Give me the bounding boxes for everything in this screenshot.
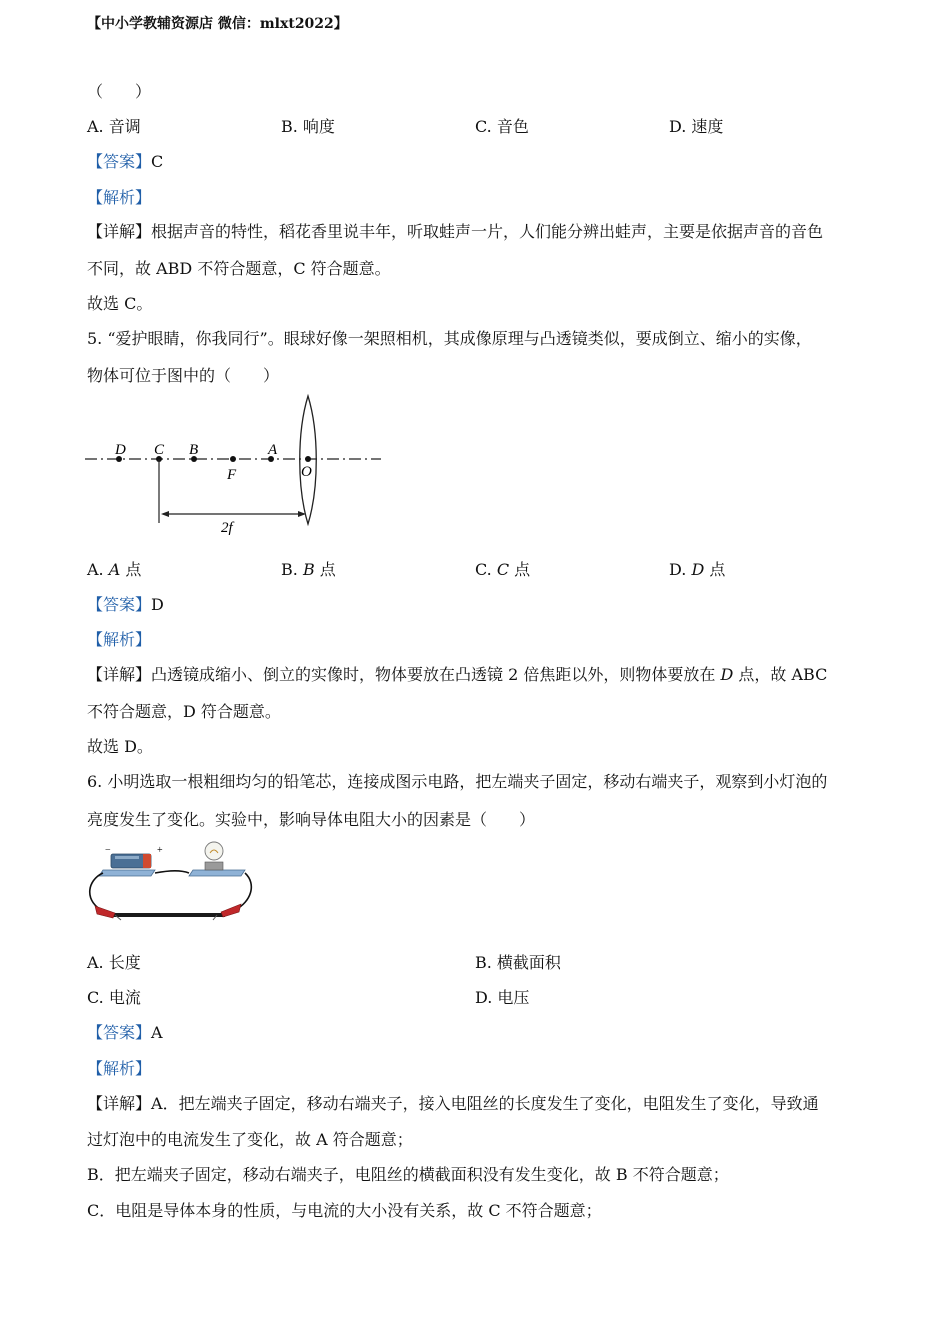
q4-conclusion: 故选 C。 xyxy=(87,294,153,313)
q5-option-c: C. C 点 xyxy=(475,560,531,579)
q4-option-d: D. 速度 xyxy=(669,117,724,136)
q4-option-b: B. 响度 xyxy=(281,117,335,136)
q6-analysis-tag: 【解析】 xyxy=(87,1059,152,1078)
q5-detail-1: 【详解】凸透镜成缩小、倒立的实像时，物体要放在凸透镜 2 倍焦距以外，则物体要放在 D 点，故 ABC xyxy=(87,665,828,684)
q4-paren: （ ） xyxy=(87,82,152,101)
q5-detail-2: 不符合题意，D 符合题意。 xyxy=(87,702,281,721)
point-o xyxy=(305,456,311,462)
answer-tag: 【答案】 xyxy=(87,595,152,614)
q6-option-c: C. 电流 xyxy=(87,988,141,1007)
clip-left xyxy=(95,906,115,918)
q4-analysis-tag: 【解析】 xyxy=(87,188,152,207)
detail-tag: 【详解】 xyxy=(87,1094,152,1113)
q5-analysis-tag: 【解析】 xyxy=(87,630,152,649)
point-f xyxy=(230,456,236,462)
q4-detail-2: 不同，故 ABD 不符合题意，C 符合题意。 xyxy=(87,259,391,278)
label-b: B xyxy=(189,442,199,458)
q6-detail-3: B．把左端夹子固定，移动右端夹子，电阻丝的横截面积没有发生变化，故 B 不符合题意； xyxy=(87,1165,729,1184)
q4-detail-1 xyxy=(87,222,823,242)
wire-left xyxy=(90,873,105,912)
detail-tag: 【详解】 xyxy=(87,222,152,241)
q5-conclusion: 故选 D。 xyxy=(87,737,153,756)
arrow-left xyxy=(161,511,169,517)
detail-text: A．把左端夹子固定，移动右端夹子，接入电阻丝的长度发生了变化，电阻发生了变化，导致通 xyxy=(151,1094,819,1113)
label-c: C xyxy=(154,442,165,458)
battery-base xyxy=(99,870,155,876)
label-d: D xyxy=(115,442,126,458)
q6-answer xyxy=(87,1023,163,1043)
lens-diagram xyxy=(85,392,385,537)
wire-right xyxy=(235,873,251,910)
label-2f: 2f xyxy=(221,520,233,536)
q4-option-a: A. 音调 xyxy=(87,117,141,136)
lamp-base xyxy=(189,870,245,876)
q5-answer xyxy=(87,595,164,615)
answer-value: C xyxy=(151,152,164,171)
q6-detail-4: C．电阻是导体本身的性质，与电流的大小没有关系，故 C 不符合题意； xyxy=(87,1201,602,1220)
q6-option-a: A. 长度 xyxy=(87,953,141,972)
q5-option-d: D. D 点 xyxy=(669,560,726,579)
pencil-lead xyxy=(109,913,225,917)
q4-answer xyxy=(87,152,163,172)
q5-stem-1: 5. “爱护眼睛，你我同行”。眼球好像一架照相机，其成像原理与凸透镜类似，要成倒立、缩小的实像， xyxy=(87,329,812,348)
q5-stem-2: 物体可位于图中的（ ） xyxy=(87,366,280,385)
battery-plus: + xyxy=(157,845,163,856)
q6-stem-1: 6. 小明选取一根粗细均匀的铅笔芯，连接成图示电路，把左端夹子固定，移动右端夹子，观察到小灯泡的 xyxy=(87,772,828,791)
answer-tag: 【答案】 xyxy=(87,1023,152,1042)
detail-tag: 【详解】 xyxy=(87,665,152,684)
page-header: 【中小学教辅资源店 微信：mlxt2022】 xyxy=(87,16,348,32)
q6-option-d: D. 电压 xyxy=(475,988,530,1007)
battery-minus: − xyxy=(105,845,111,856)
bulb-icon xyxy=(205,842,223,860)
q6-option-b: B. 横截面积 xyxy=(475,953,561,972)
q6-detail-2: 过灯泡中的电流发生了变化，故 A 符合题意； xyxy=(87,1130,413,1149)
circuit-diagram xyxy=(85,840,255,928)
q5-option-a: A. A 点 xyxy=(87,560,142,579)
q5-option-b: B. B 点 xyxy=(281,560,336,579)
label-f: F xyxy=(227,467,237,483)
q4-option-c: C. 音色 xyxy=(475,117,529,136)
clip-right xyxy=(221,904,241,917)
wire-middle xyxy=(155,871,189,873)
answer-value: A xyxy=(151,1023,163,1042)
q6-detail-1 xyxy=(87,1094,819,1114)
label-o: O xyxy=(301,464,312,480)
detail-text: 根据声音的特性，稻花香里说丰年，听取蛙声一片，人们能分辨出蛙声，主要是依据声音的音色 xyxy=(151,222,824,241)
answer-value: D xyxy=(151,595,164,614)
label-a: A xyxy=(268,442,278,458)
answer-tag: 【答案】 xyxy=(87,152,152,171)
q6-stem-2: 亮度发生了变化。实验中，影响导体电阻大小的因素是（ ） xyxy=(87,810,536,829)
